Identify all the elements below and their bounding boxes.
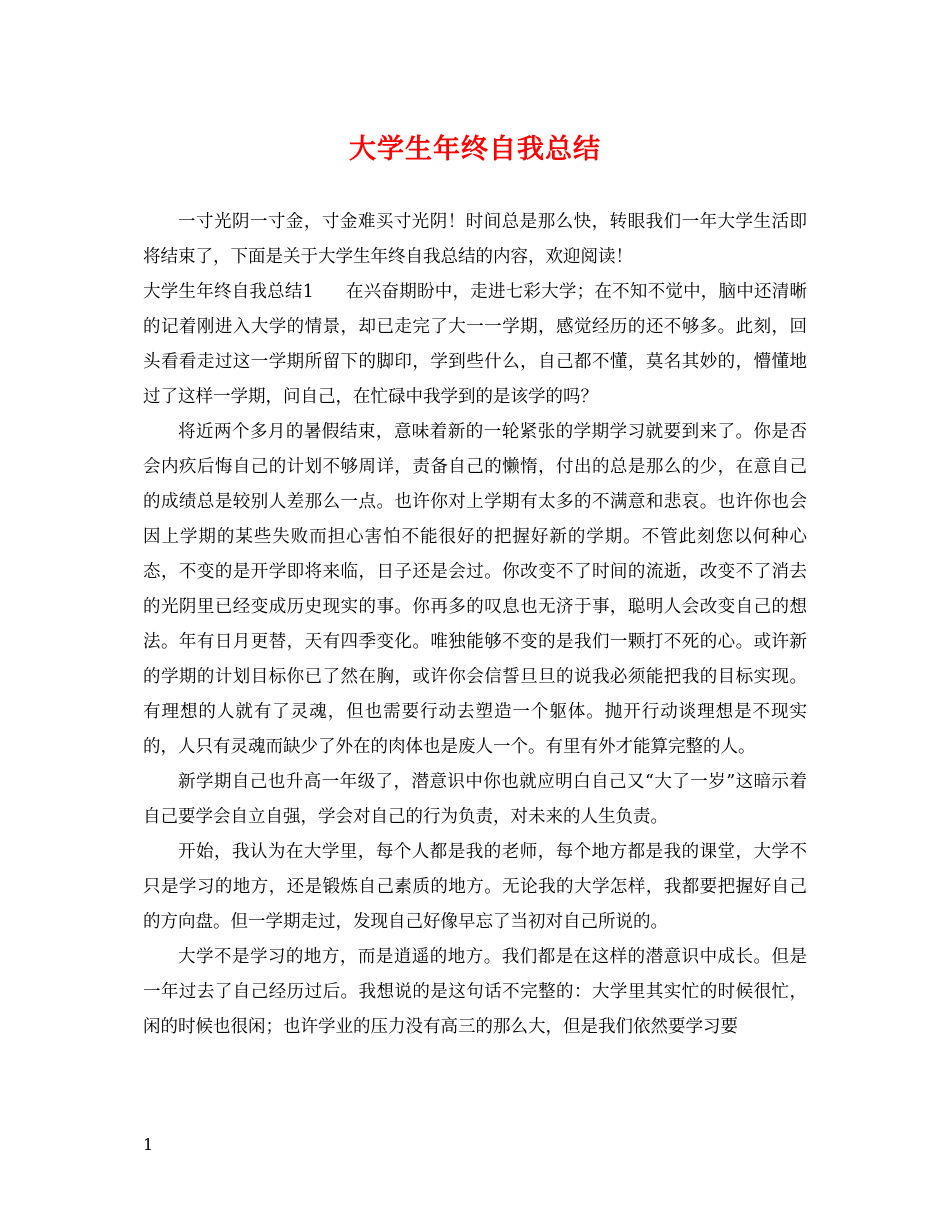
document-title: 大学生年终自我总结 [349,134,601,165]
intro-paragraph: 一寸光阴一寸金，寸金难买寸光阴！时间总是那么快，转眼我们一年大学生活即将结束了，下面是关于大学生年终自我总结的内容，欢迎阅读！ [143,212,807,267]
document-body [143,205,807,1045]
body-paragraph: 将近两个多月的暑假结束，意味着新的一轮紧张的学期学习就要到来了。你是否会内疚后悔自己的计划不够周详，责备自己的懒惰，付出的总是那么的少，在意自己的成绩总是较别人差那么一点。也许你对上学期有太多的不满意和悲哀。也许你也会因上学期的某些失败而担心害怕不能很好的把握好新的学期。不管此刻您以何种心态，不变的是开学即将来临，日子还是会过。你改变不了时间的流逝，改变不了消去的光阴里已经变成历史现实的事。你再多的叹息也无济于事，聪明人会改变自己的想法。年有日月更替，天有四季变化。唯独能够不变的是我们一颗打不死的心。或许新的学期的计划目标你已了然在胸，或许你会信誓旦旦的说我必须能把我的目标实现。有理想的人就有了灵魂，但也需要行动去塑造一个躯体。抛开行动谈理想是不现实的，人只有灵魂而缺少了外在的肉体也是废人一个。有里有外才能算完整的人。 [143,422,807,757]
body-paragraph: 大学不是学习的地方，而是逍遥的地方。我们都是在这样的潜意识中成长。但是一年过去了自己经历过后。我想说的是这句话不完整的：大学里其实忙的时候很忙，闲的时候也很闲；也许学业的压力没有高三的那么大，但是我们依然要学习要 [143,947,807,1037]
section-1-paragraph [143,275,807,415]
section-first-paragraph: 在兴奋期盼中，走进七彩大学；在不知不觉中，脑中还清晰的记着刚进入大学的情景，却已走完了大一一学期，感觉经历的还不够多。此刻，回头看看走过这一学期所留下的脚印，学到些什么，自己都不懂，莫名其妙的，懵懂地过了这样一学期，问自己，在忙碌中我学到的是该学的吗？ [143,282,808,407]
body-paragraph: 开始，我认为在大学里，每个人都是我的老师，每个地方都是我的课堂，大学不只是学习的地方，还是锻炼自己素质的地方。无论我的大学怎样，我都要把握好自己的方向盘。但一学期走过，发现自己好像早忘了当初对自己所说的。 [143,842,807,932]
body-paragraph: 新学期自己也升高一年级了，潜意识中你也就应明白自己又“大了一岁”这暗示着自己要学会自立自强，学会对自己的行为负责，对未来的人生负责。 [143,772,807,827]
page-number: 1 [143,1135,154,1154]
section-heading: 大学生年终自我总结1 [143,282,314,302]
